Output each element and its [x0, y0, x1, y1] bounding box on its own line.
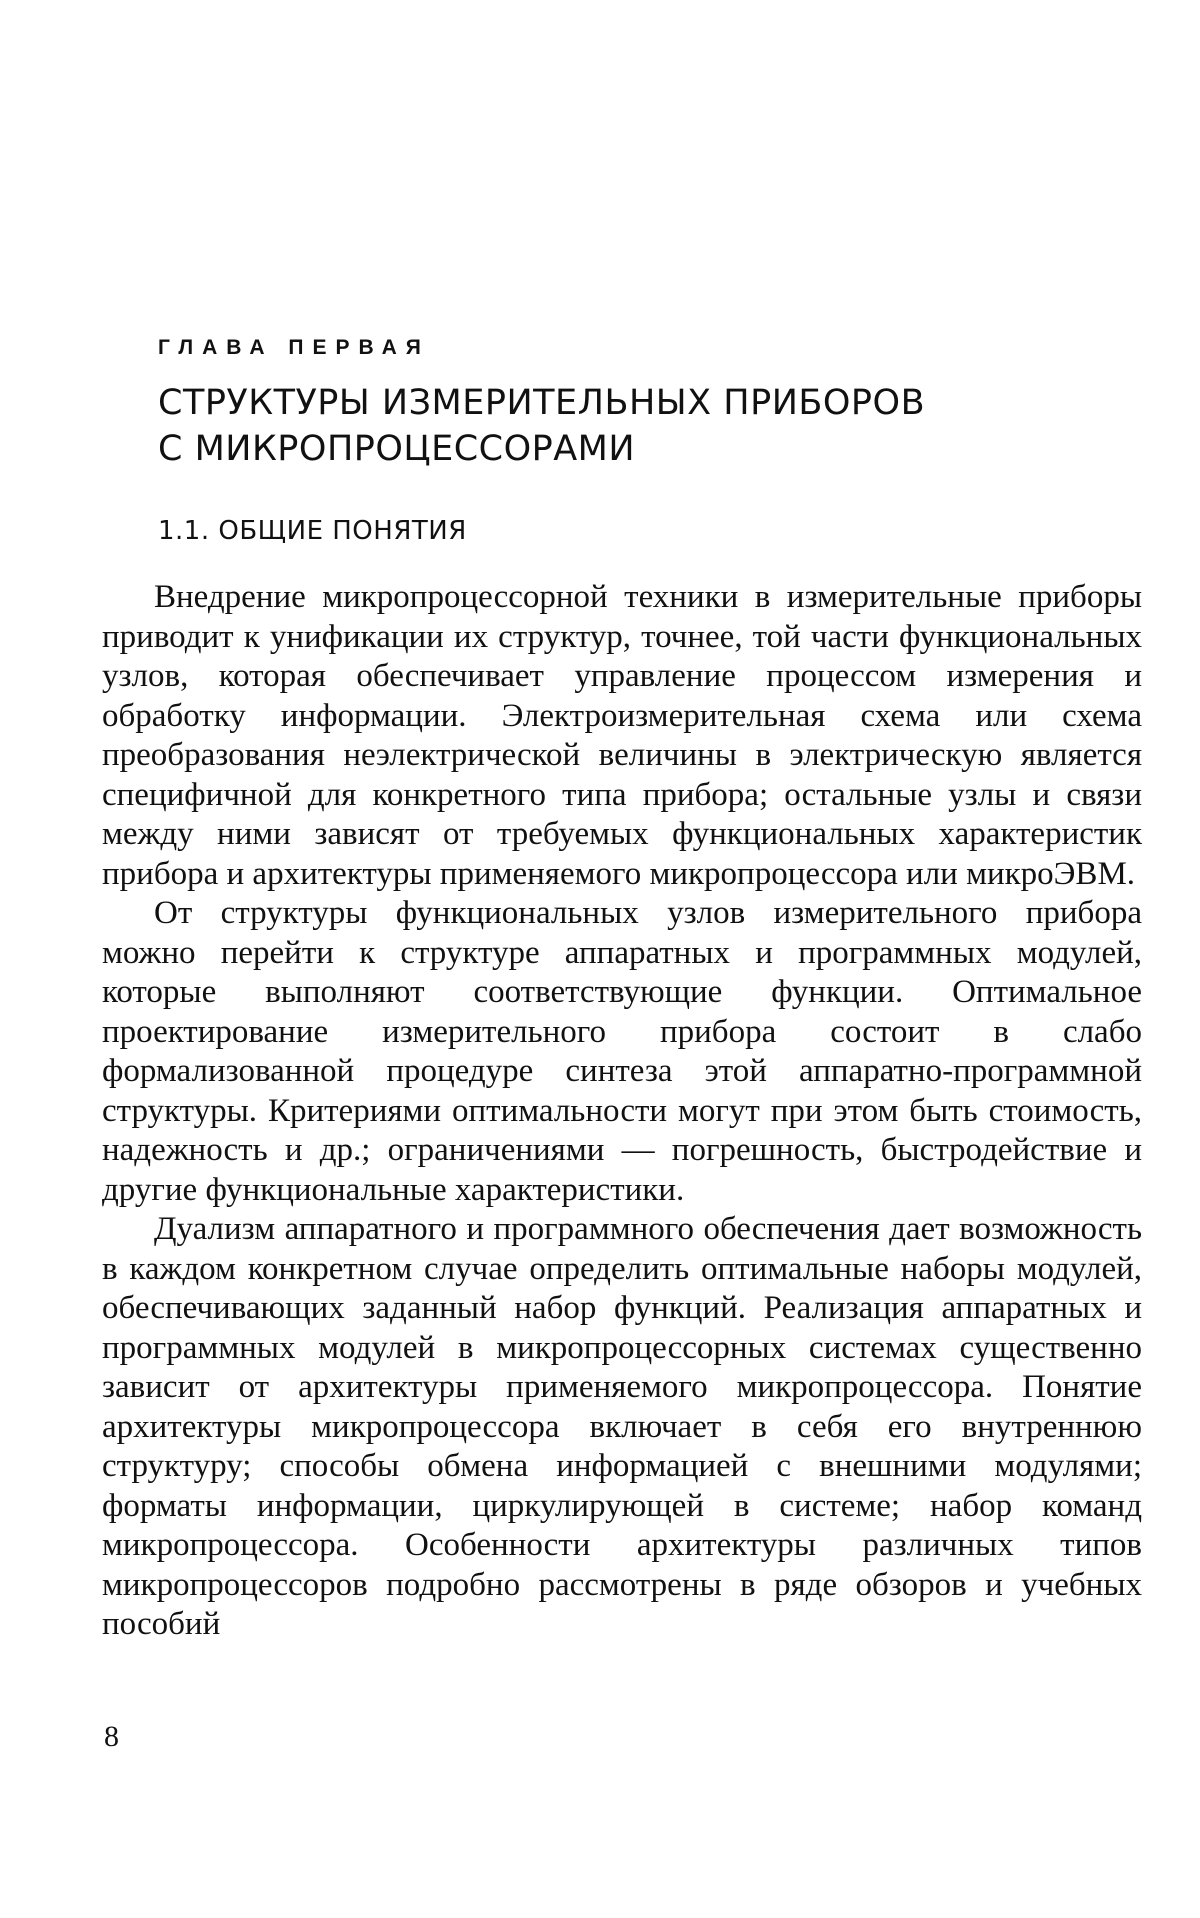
paragraph-1: Внедрение микропроцессорной техники в измерительные приборы приводит к унификации их структур, точнее, той части функциональных узлов, которая обеспечивает управление процессом измерения и обработку информации. Электроизмерительная схема или схема преобразования неэлектрической величины в электрическую является специфичной для конкретного типа прибора; остальные узлы и связи между ними зависят от требуемых функциональных характеристик прибора и архитектуры применяемого микропроцессора или микроЭВМ. — [102, 579, 1142, 892]
chapter-title-line-1: СТРУКТУРЫ ИЗМЕРИТЕЛЬНЫХ ПРИБОРОВ — [158, 383, 926, 423]
paragraph-3: Дуализм аппаратного и программного обеспечения дает возможность в каждом конкретном случае определить оптимальные наборы модулей, обеспечивающих заданный набор функций. Реализация аппаратных и программных модулей в микропроцессорных системах существенно зависит от архитектуры применяемого микропроцессора. Понятие архитектуры микропроцессора включает в себя его внутреннюю структуру; способы обмена информацией с внешними модулями; форматы информации, циркулирующей в системе; набор команд микропроцессора. Особенности архитектуры различных типов микропроцессоров подробно рассмотрены в ряде обзоров и учебных пособий — [102, 1211, 1142, 1642]
chapter-label: ГЛАВА ПЕРВАЯ — [158, 336, 430, 359]
chapter-title-line-2: С МИКРОПРОЦЕССОРАМИ — [158, 429, 636, 469]
body-text — [102, 578, 1142, 1645]
section-title: 1.1. ОБЩИЕ ПОНЯТИЯ — [158, 516, 467, 546]
paragraph-2: От структуры функциональных узлов измерительного прибора можно перейти к структуре аппаратных и программных модулей, которые выполняют соответствующие функции. Оптимальное проектирование измерительного прибора состоит в слабо формализованной процедуре синтеза этой аппаратно-программной структуры. Критериями оптимальности могут при этом быть стоимость, надежность и др.; ограничениями — погрешность, быстродействие и другие функциональные характеристики. — [102, 895, 1142, 1208]
page-number: 8 — [104, 1720, 119, 1753]
chapter-title — [158, 380, 1058, 472]
